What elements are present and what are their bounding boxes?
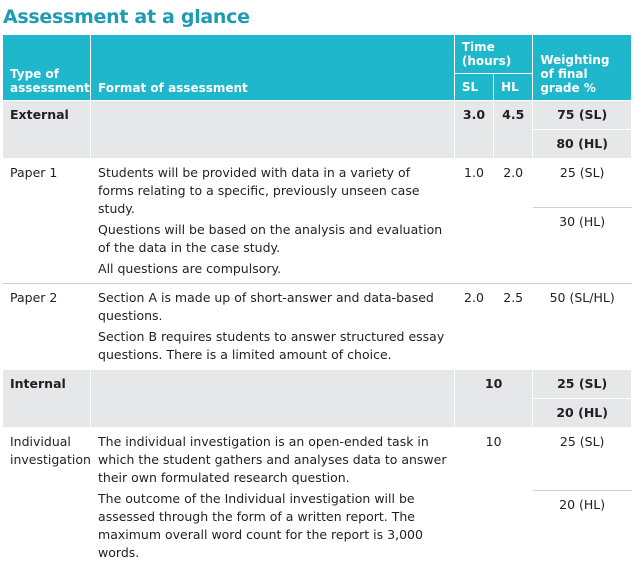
paper2-hl: 2.5	[494, 284, 533, 370]
internal-time: 10	[454, 370, 532, 428]
investigation-weight-sl: 25 (SL)	[533, 428, 632, 491]
internal-weight-hl: 20 (HL)	[533, 399, 632, 428]
external-label: External	[3, 101, 91, 159]
header-row	[3, 35, 632, 74]
paper1-hl: 2.0	[494, 159, 533, 284]
header-time: Time (hours)	[454, 35, 532, 74]
header-hl: HL	[494, 74, 533, 101]
investigation-time: 10	[454, 428, 532, 568]
external-hl: 4.5	[494, 101, 533, 159]
investigation-weight-hl: 20 (HL)	[533, 491, 632, 568]
investigation-format	[91, 428, 455, 568]
internal-row	[3, 370, 632, 399]
external-format	[91, 101, 455, 159]
internal-weight-sl: 25 (SL)	[533, 370, 632, 399]
paper2-format	[91, 284, 455, 370]
header-sl: SL	[454, 74, 493, 101]
investigation-p2: The outcome of the Individual investigation will be assessed through the form of a written report. The maximum overall word count for the report is 3,000 words.	[98, 491, 423, 560]
paper1-weight-sl: 25 (SL)	[533, 159, 632, 208]
investigation-label: Individual investigation	[3, 428, 91, 568]
paper2-row	[3, 284, 632, 370]
external-sl: 3.0	[454, 101, 493, 159]
paper2-label: Paper 2	[3, 284, 91, 370]
paper1-p2: Questions will be based on the analysis and evaluation of the data in the case study.	[98, 222, 443, 255]
header-format: Format of assessment	[91, 35, 455, 101]
paper1-row	[3, 159, 632, 208]
header-type: Type of assessment	[3, 35, 91, 101]
paper2-sl: 2.0	[454, 284, 493, 370]
investigation-row	[3, 428, 632, 491]
paper1-format	[91, 159, 455, 284]
paper1-p3: All questions are compulsory.	[98, 261, 282, 276]
paper1-label: Paper 1	[3, 159, 91, 284]
assessment-table	[2, 34, 632, 568]
internal-label: Internal	[3, 370, 91, 428]
internal-format	[91, 370, 455, 428]
paper1-p1: Students will be provided with data in a variety of forms relating to a specific, previously unseen case study.	[98, 165, 420, 216]
investigation-p1: The individual investigation is an open-ended task in which the student gathers and analyses data to answer their own formulated research question.	[98, 434, 447, 485]
paper2-weight: 50 (SL/HL)	[533, 284, 632, 370]
header-weighting: Weighting of final grade %	[533, 35, 632, 101]
paper2-p2: Section B requires students to answer structured essay questions. There is a limited amount of choice.	[98, 329, 445, 362]
page-title: Assessment at a glance	[3, 6, 250, 28]
external-weight-sl: 75 (SL)	[533, 101, 632, 130]
paper2-p1: Section A is made up of short-answer and data-based questions.	[98, 290, 434, 323]
paper1-sl: 1.0	[454, 159, 493, 284]
external-row	[3, 101, 632, 130]
external-weight-hl: 80 (HL)	[533, 130, 632, 159]
paper1-weight-hl: 30 (HL)	[533, 208, 632, 284]
